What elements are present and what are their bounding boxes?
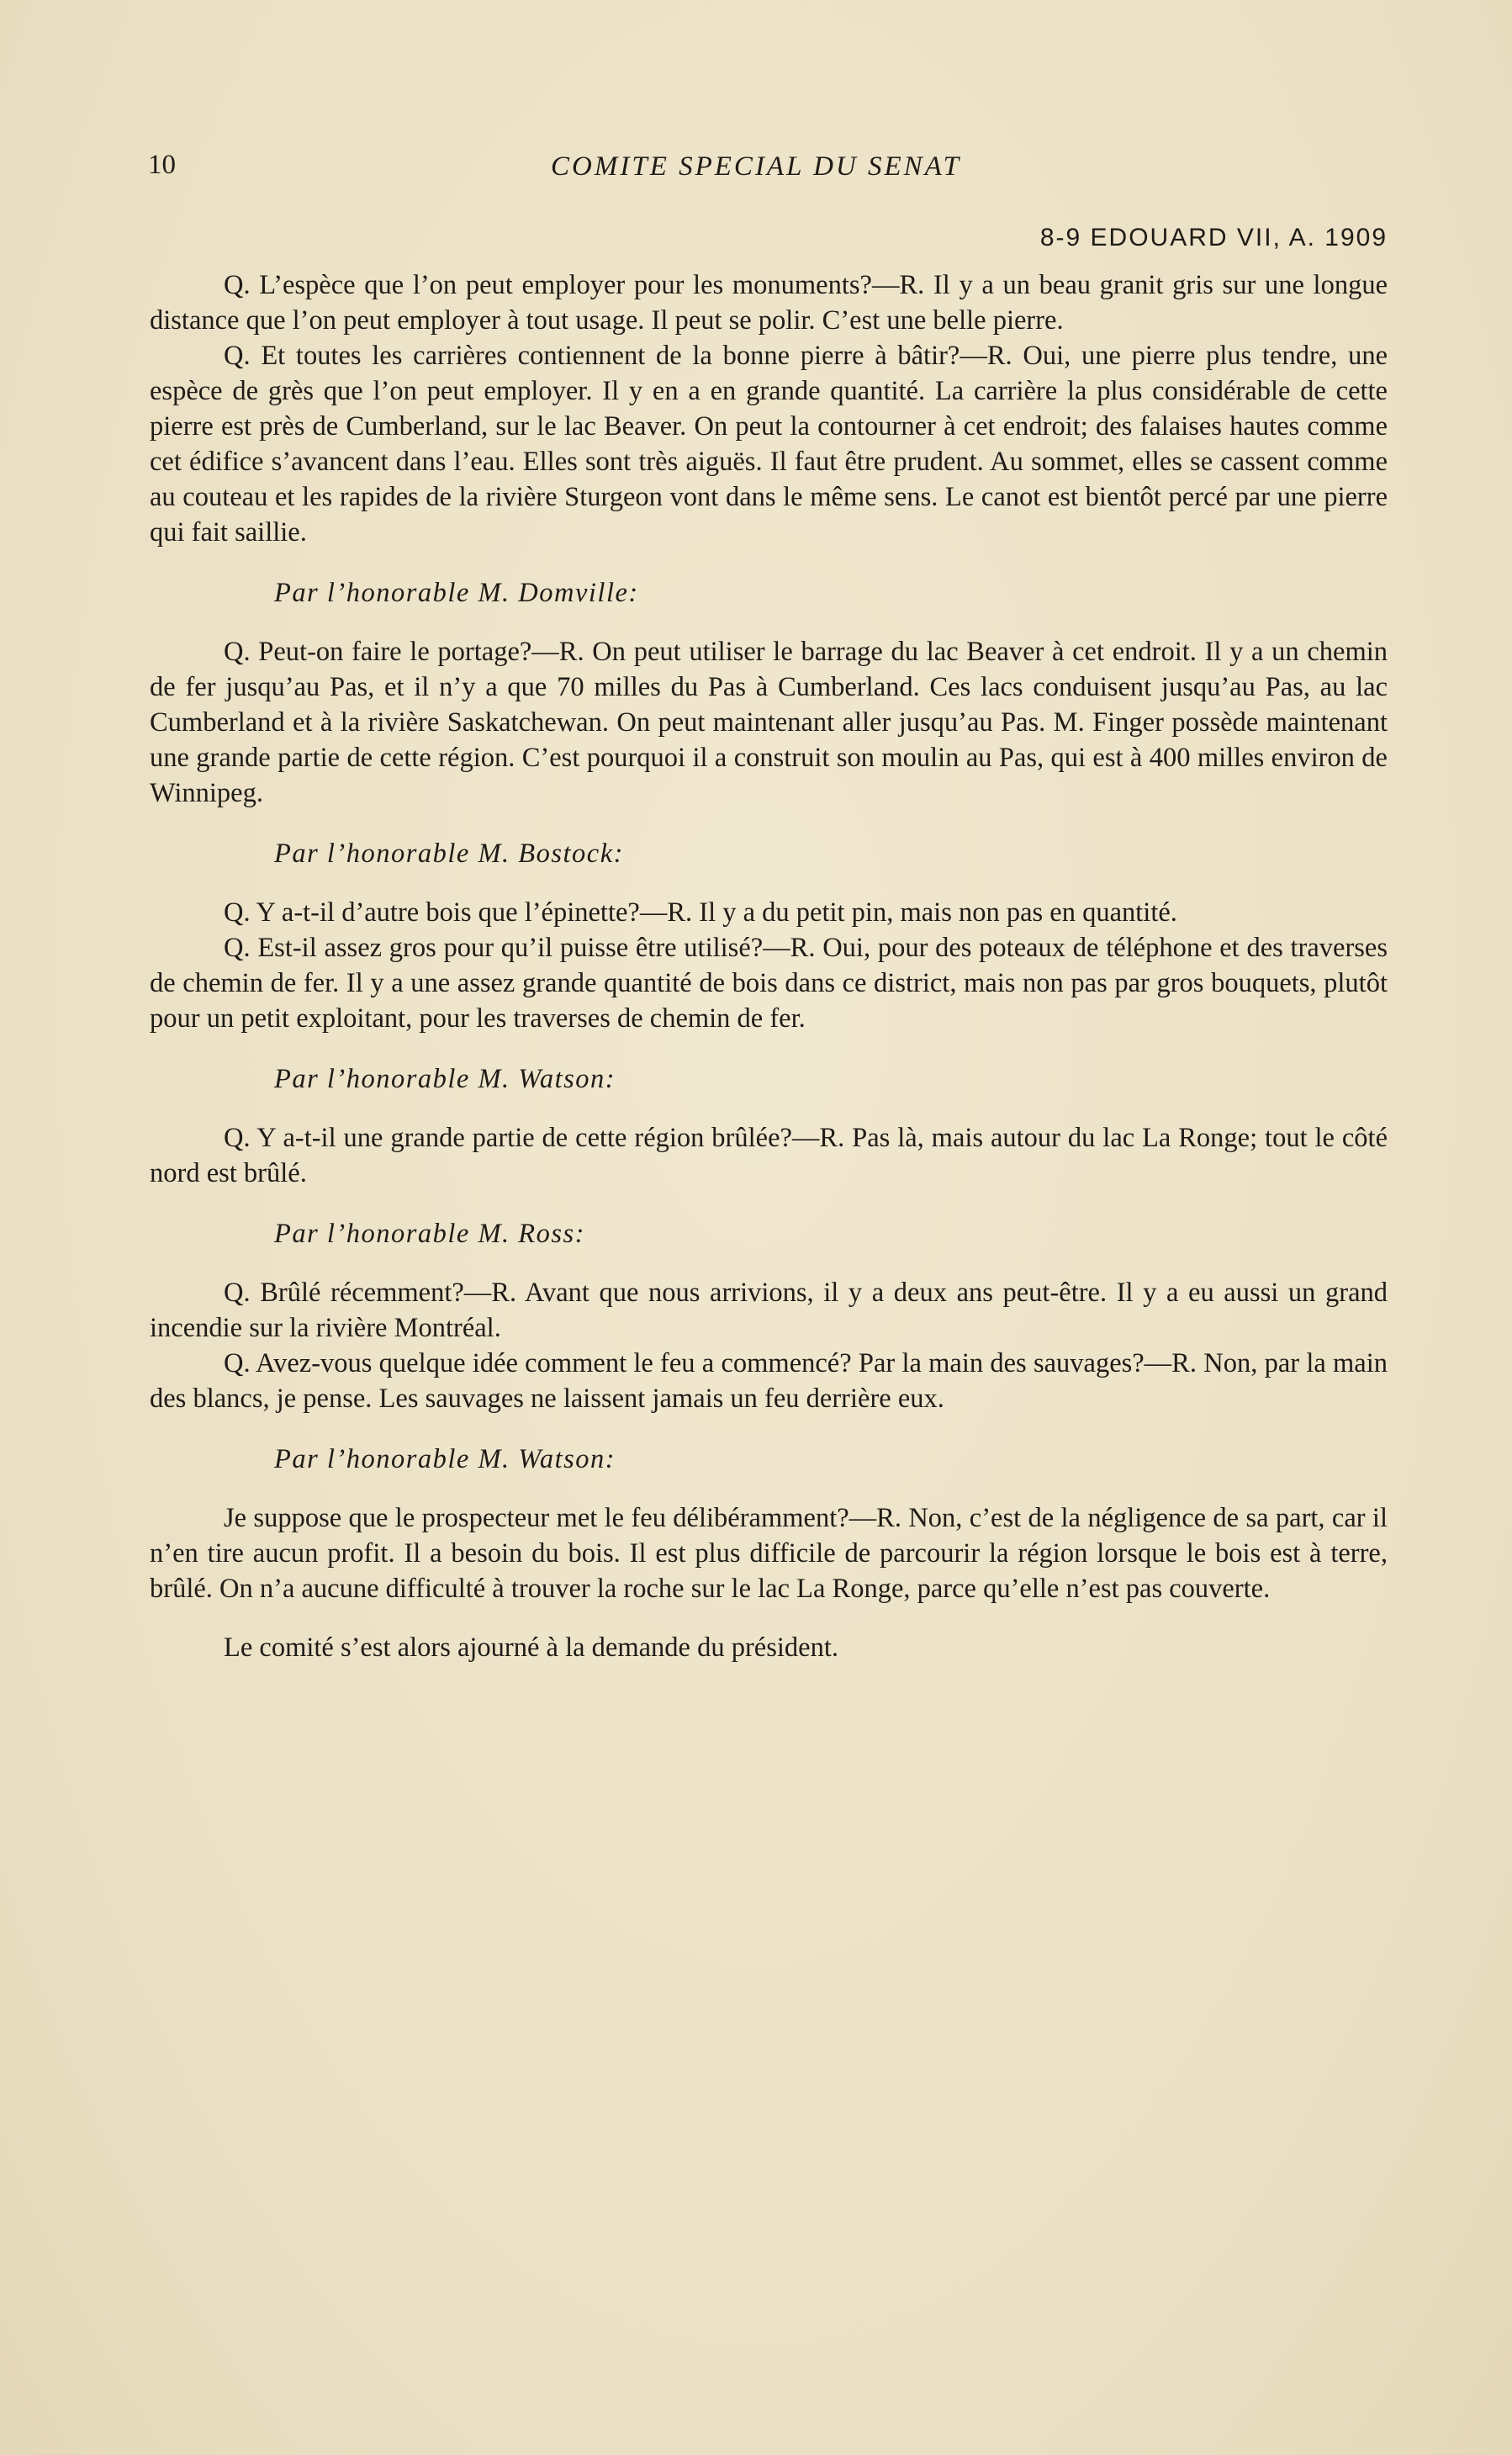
running-head: COMITE SPECIAL DU SENAT [551,151,961,182]
question-paragraph: Q. Est-il assez gros pour qu’il puisse être utilisé?—R. Oui, pour des poteaux de téléphone et des traverses de chemin de fer. Il y a une assez grande quantité de bois dans ce district, mais non pas par gros bouquets, plutôt pour un petit exploitant, pour les traverses de chemin de fer. [150,933,1388,1034]
question-paragraph: Q. L’espèce que l’on peut employer pour les monuments?—R. Il y a un beau granit gris sur une longue distance que l’on peut employer à tout usage. Il peut se polir. C’est une belle pierre. [150,270,1388,336]
statement-paragraph: Je suppose que le prospecteur met le feu délibéramment?—R. Non, c’est de la négligence de sa part, car il n’en tire aucun profit. Il a besoin du bois. Il est plus difficile de parcourir la région lorsque le bois est à terre, brûlé. On n’a aucune difficulté à trouver la roche sur le lac La Ronge, parce qu’elle n’est pas couverte. [150,1503,1388,1604]
closing-paragraph: Le comité s’est alors ajourné à la demande du président. [224,1632,838,1663]
question-paragraph: Q. Peut-on faire le portage?—R. On peut utiliser le barrage du lac Beaver à cet endroit. Il y a un chemin de fer jusqu’au Pas, et il n’y a que 70 milles du Pas à Cumberland. Ces lacs conduisent jusqu’au Pas, au lac Cumberland et à la rivière Saskatchewan. On peut maintenant aller jusqu’au Pas. M. Finger possède maintenant une grande partie de cette région. C’est pourquoi il a construit son moulin au Pas, qui est à 400 milles environ de Winnipeg. [150,637,1388,808]
speaker-heading: Par l’honorable M. Bostock: [274,839,624,869]
page-number: 10 [148,150,176,180]
question-paragraph: Q. Y a-t-il une grande partie de cette région brûlée?—R. Pas là, mais autour du lac La Ronge; tout le côté nord est brûlé. [150,1123,1388,1188]
speaker-heading: Par l’honorable M. Ross: [274,1219,585,1249]
speaker-heading: Par l’honorable M. Watson: [274,1064,616,1094]
speaker-heading: Par l’honorable M. Domville: [274,578,639,608]
body-text [150,267,1388,1665]
question-paragraph: Q. Y a-t-il d’autre bois que l’épinette?—R. Il y a du petit pin, mais non pas en quantité. [224,897,1177,928]
question-paragraph: Q. Avez-vous quelque idée comment le feu a commencé? Par la main des sauvages?—R. Non, par la main des blancs, je pense. Les sauvages ne laissent jamais un feu derrière eux. [150,1348,1388,1414]
speaker-heading: Par l’honorable M. Watson: [274,1444,616,1474]
question-paragraph: Q. Brûlé récemment?—R. Avant que nous arrivions, il y a deux ans peut-être. Il y a eu aussi un grand incendie sur la rivière Montréal. [150,1278,1388,1343]
question-paragraph: Q. Et toutes les carrières contiennent de la bonne pierre à bâtir?—R. Oui, une pierre plus tendre, une espèce de grès que l’on peut employer. Il y en a en grande quantité. La carrière la plus considérable de cette pierre est près de Cumberland, sur le lac Beaver. On peut la contourner à cet endroit; des falaises hautes comme cet édifice s’avancent dans l’eau. Elles sont très aiguës. Il faut être prudent. Au sommet, elles se cassent comme au couteau et les rapides de la rivière Sturgeon vont dans le même sens. Le canot est bientôt percé par une pierre qui fait saillie. [150,341,1388,548]
edition-label: 8-9 EDOUARD VII, A. 1909 [1039,224,1388,251]
